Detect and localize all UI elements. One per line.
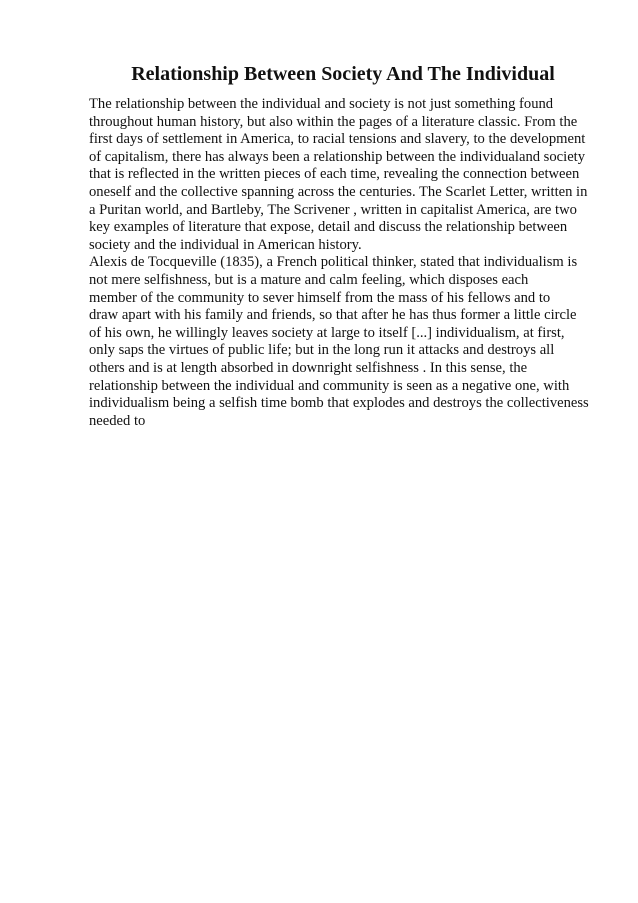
- text-line: society and the individual in American history.: [89, 236, 362, 253]
- text-line: others and is at length absorbed in downright selfishness . In this sense, the: [89, 359, 528, 376]
- text-line: oneself and the collective spanning across the centuries. The Scarlet Letter, written in: [89, 183, 588, 200]
- text-line: only saps the virtues of public life; but in the long run it attacks and destroys all: [89, 342, 555, 359]
- text-line: key examples of literature that expose, detail and discuss the relationship between: [89, 219, 568, 236]
- text-line: of capitalism, there has always been a relationship between the individualand society: [89, 148, 586, 165]
- text-line: draw apart with his family and friends, so that after he has thus former a little circle: [89, 307, 577, 324]
- text-line: of his own, he willingly leaves society at large to itself [...] individualism, at first,: [89, 324, 565, 341]
- text-line: relationship between the individual and community is seen as a negative one, with: [89, 377, 570, 394]
- page-title: Relationship Between Society And The Individual: [131, 63, 555, 85]
- text-line: needed to: [89, 412, 146, 429]
- text-line: The relationship between the individual and society is not just something found: [89, 96, 554, 112]
- body-text: [89, 96, 599, 430]
- text-line: Alexis de Tocqueville (1835), a French political thinker, stated that individualism is: [89, 254, 578, 271]
- text-line: throughout human history, but also within the pages of a literature classic. From the: [89, 113, 578, 130]
- text-line: individualism being a selfish time bomb that explodes and destroys the collectiveness: [89, 395, 589, 412]
- text-line: a Puritan world, and Bartleby, The Scrivener , written in capitalist America, are two: [89, 201, 577, 218]
- text-line: member of the community to sever himself from the mass of his fellows and to: [89, 289, 551, 306]
- text-line: that is reflected in the written pieces of each time, revealing the connection between: [89, 166, 580, 183]
- text-line: first days of settlement in America, to racial tensions and slavery, to the development: [89, 131, 586, 148]
- text-line: not mere selfishness, but is a mature and calm feeling, which disposes each: [89, 271, 529, 288]
